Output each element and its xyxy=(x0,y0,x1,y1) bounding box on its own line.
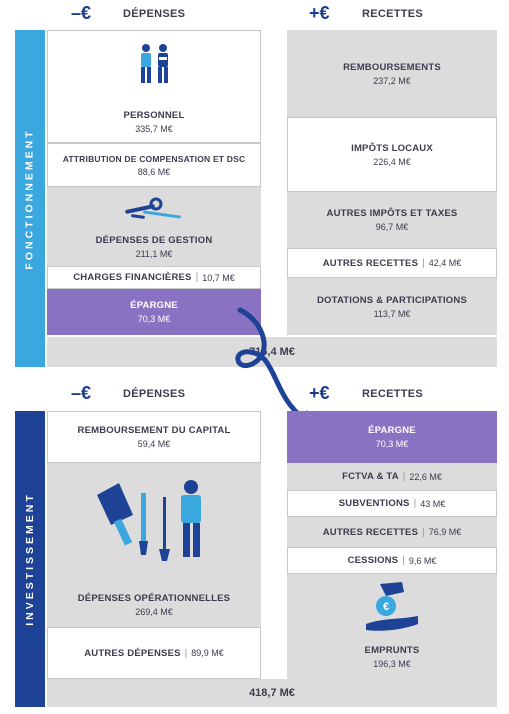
autres-impots-label: AUTRES IMPÔTS ET TAXES xyxy=(326,208,458,219)
remboursements-card xyxy=(287,30,497,117)
builder-icon xyxy=(89,475,219,565)
investissement-total xyxy=(47,679,497,707)
depenses-header-2: DÉPENSES xyxy=(123,388,186,400)
recettes-header: RECETTES xyxy=(362,8,424,20)
emprunts-value: 196,3 M€ xyxy=(373,659,411,669)
recettes-header-2: RECETTES xyxy=(362,388,424,400)
remboursement-capital-value: 59,4 M€ xyxy=(137,439,171,449)
charges-card: CHARGES FINANCIÈRES | 10,7 M€ xyxy=(47,266,261,289)
investissement-band xyxy=(15,411,45,707)
operationnelles-card xyxy=(47,463,261,627)
impots-locaux-value: 226,4 M€ xyxy=(373,156,411,167)
workers-icon xyxy=(135,43,175,87)
epargne-value: 70,3 M€ xyxy=(137,314,171,324)
charges-value: 10,7 M€ xyxy=(202,272,235,283)
gestion-card xyxy=(47,187,261,266)
remboursement-capital-label: REMBOURSEMENT DU CAPITAL xyxy=(77,425,231,436)
autres-impots-card xyxy=(287,192,497,248)
personnel-label: PERSONNEL xyxy=(123,110,185,121)
personnel-value: 335,7 M€ xyxy=(135,124,173,134)
depenses-header: DÉPENSES xyxy=(123,8,186,20)
tools-icon xyxy=(123,195,185,221)
operationnelles-label: DÉPENSES OPÉRATIONNELLES xyxy=(77,593,231,604)
cessions-value: 9,6 M€ xyxy=(408,555,437,566)
dotations-label: DOTATIONS & PARTICIPATIONS xyxy=(317,294,467,306)
autres-recettes-label: AUTRES RECETTES xyxy=(322,257,419,269)
impots-locaux-label: IMPÔTS LOCAUX xyxy=(351,142,433,154)
emprunts-label: EMPRUNTS xyxy=(364,645,420,656)
subventions-label: SUBVENTIONS xyxy=(338,498,410,509)
hand-coin-icon xyxy=(362,580,422,636)
fonctionnement-total-value: 716,4 M€ xyxy=(249,346,295,358)
autres-depenses-card: AUTRES DÉPENSES | 89,9 M€ xyxy=(47,627,261,679)
minus-euro-icon: –€ xyxy=(71,3,92,23)
emprunts-card xyxy=(287,574,497,679)
fctva-card: FCTVA & TA | 22,6 M€ xyxy=(287,463,497,490)
remboursements-value: 237,2 M€ xyxy=(373,75,411,86)
minus-euro-icon-2: –€ xyxy=(71,383,92,403)
epargne-invest-label: ÉPARGNE xyxy=(368,425,416,436)
cessions-label: CESSIONS xyxy=(347,555,399,566)
attribution-value: 88,6 M€ xyxy=(137,166,171,177)
autres-depenses-label: AUTRES DÉPENSES xyxy=(84,647,181,659)
investissement-total-value: 418,7 M€ xyxy=(249,687,295,699)
plus-euro-icon-2: +€ xyxy=(309,383,330,403)
investissement-label: INVESTISSEMENT xyxy=(24,492,37,626)
remboursements-label: REMBOURSEMENTS xyxy=(343,61,441,73)
autres-recettes-value: 42,4 M€ xyxy=(428,258,462,268)
cessions-card: CESSIONS | 9,6 M€ xyxy=(287,547,497,574)
autres-impots-value: 96,7 M€ xyxy=(375,222,409,232)
autres-recettes-card: AUTRES RECETTES | 42,4 M€ xyxy=(287,248,497,278)
gestion-label: DÉPENSES DE GESTION xyxy=(95,235,213,246)
charges-label: CHARGES FINANCIÈRES xyxy=(73,272,192,283)
gestion-value: 211,1 M€ xyxy=(135,249,173,259)
attribution-card xyxy=(47,143,261,187)
personnel-card xyxy=(47,30,261,143)
svg-text:€: € xyxy=(382,601,390,613)
fctva-value: 22,6 M€ xyxy=(409,471,442,482)
epargne-label: ÉPARGNE xyxy=(130,300,178,311)
autres-recettes-invest-card: AUTRES RECETTES | 76,9 M€ xyxy=(287,517,497,547)
subventions-card: SUBVENTIONS | 43 M€ xyxy=(287,490,497,517)
remboursement-capital-card xyxy=(47,411,261,463)
autres-recettes-invest-value: 76,9 M€ xyxy=(428,527,462,537)
fonctionnement-band xyxy=(15,30,45,367)
impots-locaux-card xyxy=(287,117,497,192)
fonctionnement-label: FONCTIONNEMENT xyxy=(24,127,37,270)
autres-recettes-invest-label: AUTRES RECETTES xyxy=(322,526,419,538)
fctva-label: FCTVA & TA xyxy=(342,471,399,482)
plus-euro-icon: +€ xyxy=(309,3,330,23)
operationnelles-value: 269,4 M€ xyxy=(135,607,173,617)
epargne-invest-card xyxy=(287,411,497,463)
subventions-value: 43 M€ xyxy=(420,498,446,509)
autres-depenses-value: 89,9 M€ xyxy=(191,648,224,658)
attribution-label: ATTRIBUTION DE COMPENSATION ET DSC xyxy=(62,153,246,164)
epargne-invest-value: 70,3 M€ xyxy=(375,439,409,449)
dotations-value: 113,7 M€ xyxy=(373,308,411,319)
